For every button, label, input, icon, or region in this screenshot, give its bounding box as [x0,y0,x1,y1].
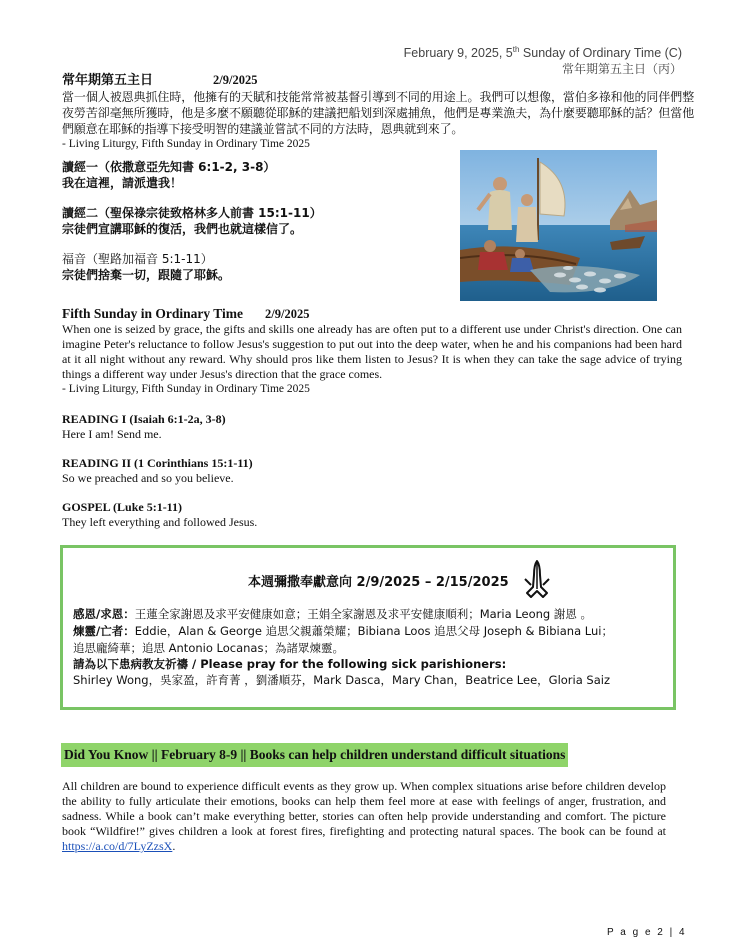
thanksgiving-text: 王蓮全家謝恩及求平安健康如意；王娟全家謝恩及求平安健康順利；Maria Leong 謝恩 。 [134,607,593,621]
en-reading-1 [62,412,682,442]
zh-readings [62,159,442,283]
did-you-know-text: All children are bound to experience difficult events as they grow up. When complex situations arise before children develop the ability to fully articulate their emotions, books can help them feel more at ease with feelings of anger, frustration, and sadness. While a book can’t make everything better, stories can often help provide understanding and comfort. The picture book “Wildfire!” gives children a look at forest fires, firefighting and protecting natural spaces. The book can be found at [62,779,666,838]
zh-reading-2-heading: 讀經二（聖保祿宗徒致格林多人前書 15:1-11） [62,206,322,220]
en-title: Fifth Sunday in Ordinary Time [62,306,244,321]
did-you-know-body [62,779,666,854]
en-reading-2-text: So we preached and so you believe. [62,471,234,485]
header-date-line: February 9, 2025, 5th Sunday of Ordinary Time (C) [403,45,682,61]
fishermen-illustration [460,150,657,301]
did-you-know-heading: Did You Know || February 8-9 || Books can help children understand difficult situations [61,743,568,767]
en-reading-2 [62,456,682,486]
sick-label: 請為以下患病教友祈禱 / Please pray for the following sick parishioners: [73,657,507,671]
thanksgiving-label: 感恩/求恩： [73,607,135,621]
zh-reading-3 [62,251,442,283]
page-number: P a g e 2 | 4 [607,927,687,938]
zh-reading-3-heading: 福音（聖路加福音 5:1-11） [62,252,213,266]
zh-reading-2 [62,205,442,237]
en-reading-3-heading: GOSPEL (Luke 5:1-11) [62,500,183,514]
zh-reading-1-text: 我在這裡，請派遣我！ [62,176,183,190]
en-reading-3 [62,500,682,530]
zh-reading-2-text: 宗徒們宣講耶穌的復活，我們也就這樣信了。 [62,222,303,236]
en-reading-2-heading: READING II (1 Corinthians 15:1-11) [62,456,253,470]
en-reading-3-text: They left everything and followed Jesus. [62,515,258,529]
mass-intentions-box [60,545,676,710]
en-section [62,306,682,530]
mass-intentions-body [73,606,673,688]
deceased-line [73,623,673,640]
zh-reading-1-heading: 讀經一（依撒意亞先知書 6:1-2, 3-8） [62,160,276,174]
zh-reading-3-text: 宗徒們捨棄一切，跟隨了耶穌。 [62,268,231,282]
zh-date: 2/9/2025 [213,73,258,87]
zh-source: - Living Liturgy, Fifth Sunday in Ordinary Time 2025 [62,138,310,150]
praying-hands-icon [517,557,557,601]
zh-section [62,71,694,152]
en-date: 2/9/2025 [265,307,310,321]
deceased-text-2: 追思龐綺華；追思 Antonio Locanas；為諸眾煉靈。 [73,641,344,655]
en-reflection: When one is seized by grace, the gifts and skills one already has are often put to a different use under Christ's direction. One can imagine Peter's reluctance to follow Jesus's suggestion to put out into the deep water, when he and his companions had been hard at it all night without any reward. Why should pros like them listen to Jesus? It is when they can take the sage advice of trying things a different way under Jesus's direction that the grace comes. [62,322,682,381]
en-source: - Living Liturgy, Fifth Sunday in Ordinary Time 2025 [62,383,310,395]
sick-names: Shirley Wong，吳家盈，許育菁 ，劉潘順芬，Mark Dasca，Mary Chan，Beatrice Lee，Gloria Saiz [73,673,611,687]
thanksgiving-line [73,606,673,623]
en-reading-1-text: Here I am! Send me. [62,427,162,441]
en-reading-1-heading: READING I (Isaiah 6:1-2a, 3-8) [62,412,226,426]
header-chinese-line: 常年期第五主日（丙） [561,62,682,77]
zh-reading-1 [62,159,442,191]
mass-intentions-title: 本週彌撒奉獻意向 2/9/2025 – 2/15/2025 [248,575,509,590]
deceased-label: 煉靈/亡者： [73,624,135,638]
zh-title: 常年期第五主日 [62,73,154,88]
zh-reflection: 當一個人被恩典抓住時，他擁有的天賦和技能常常被基督引導到不同的用途上。我們可以想像，當伯多祿和他的同伴們整夜勞苦卻毫無所獲時，他是多麼不願聽從耶穌的建議把船划到深處捕魚，他們是專業漁夫，為什麼要聽耶穌的話？但當他們願意在耶穌的指導下接受明智的建議並嘗試不同的方法時，恩典就到來了。 [62,90,694,136]
deceased-text: Eddie，Alan & George 追思父親蕭榮耀；Bibiana Loos 追思父母 Joseph & Bibiana Lui； [134,624,613,638]
did-you-know-end: . [172,839,176,853]
book-link[interactable]: https://a.co/d/7LyZzsX [62,839,173,853]
